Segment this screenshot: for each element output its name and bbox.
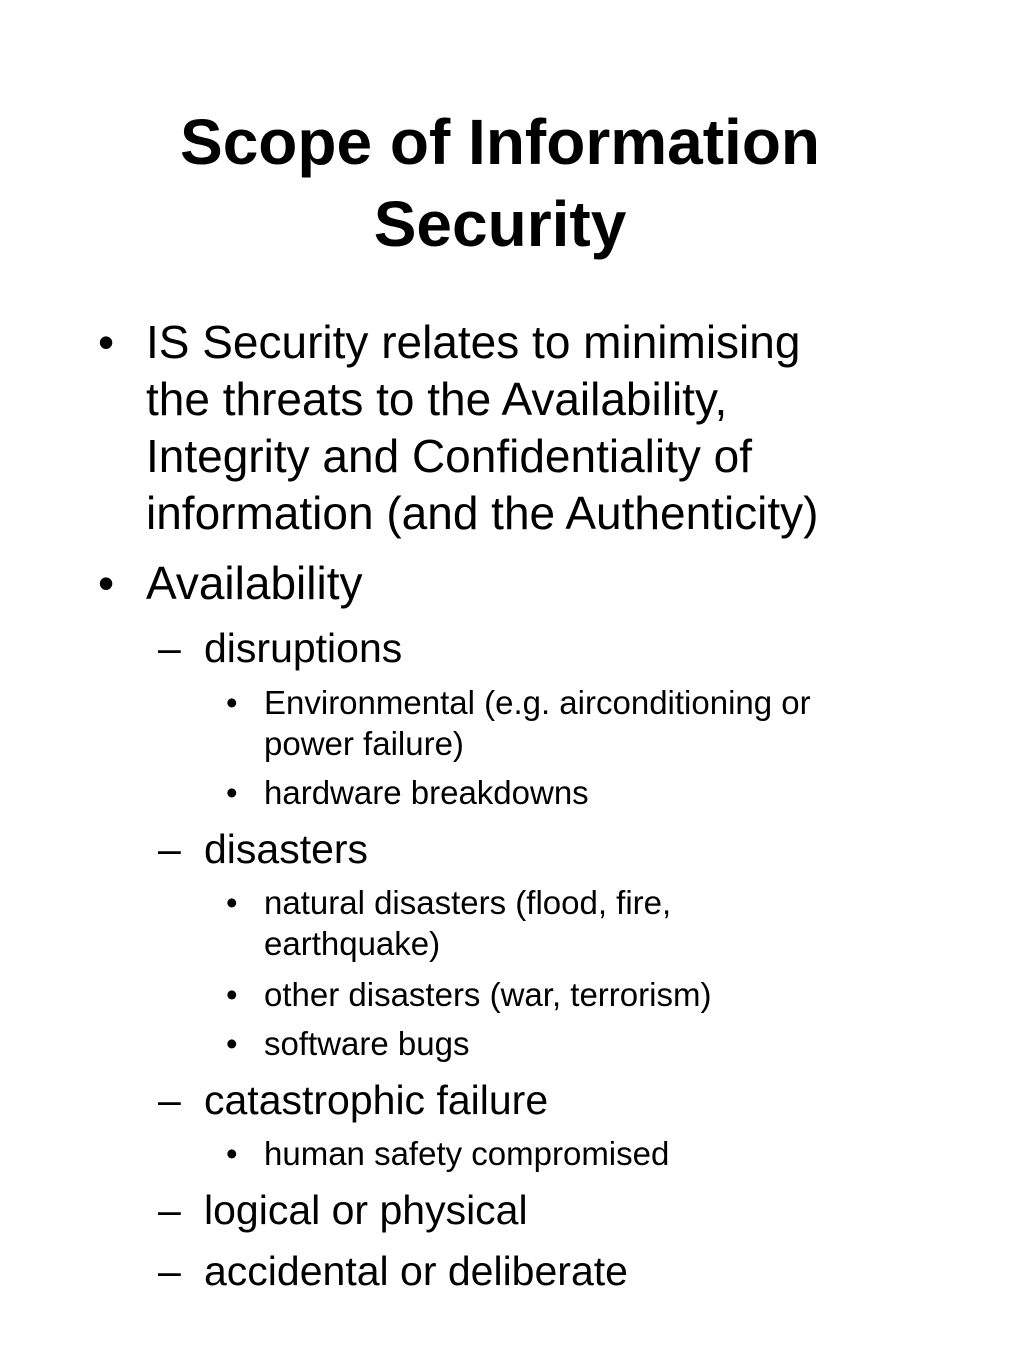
sub-sub-bullet-human-safety [226,1133,926,1174]
sub-sub-bullet-software-bugs [226,1023,926,1064]
dash-marker: – [158,826,181,872]
sub-bullet-catastrophic-failure-label: catastrophic failure [204,1077,549,1123]
sub-sub-bullet-other-disasters-label: other disasters (war, terrorism) [264,976,712,1013]
bullet-marker: • [226,1025,238,1062]
sub-bullet-catastrophic-failure [158,1076,758,1124]
bullet-availability-label: Availability [146,557,363,609]
sub-sub-bullet-software-bugs-label: software bugs [264,1025,470,1062]
sub-bullet-disasters [158,825,758,873]
sub-sub-bullet-hardware-label: hardware breakdowns [264,774,589,811]
dash-marker: – [158,625,181,671]
bullet-marker: • [98,557,115,609]
slide-title-line-2: Security [373,188,627,260]
sub-sub-bullet-natural-disasters-line-2: earthquake) [264,925,441,962]
bullet-marker: • [98,316,115,368]
sub-bullet-logical-or-physical [158,1186,758,1234]
sub-sub-bullet-environmental-line-1: Environmental (e.g. airconditioning or [264,684,811,721]
bullet-availability [98,555,698,612]
bullet-intro-line-1: IS Security relates to minimising [146,316,801,368]
bullet-intro-line-3: Integrity and Confidentiality of [146,430,753,482]
sub-bullet-disruptions-label: disruptions [204,625,403,671]
bullet-marker: • [226,684,238,721]
sub-sub-bullet-natural-disasters [226,882,926,964]
sub-sub-bullet-environmental [226,682,926,764]
sub-bullet-disruptions [158,624,758,672]
sub-bullet-accidental-or-deliberate-label: accidental or deliberate [204,1248,628,1294]
sub-sub-bullet-other-disasters [226,974,926,1015]
dash-marker: – [158,1077,181,1123]
sub-sub-bullet-natural-disasters-line-1: natural disasters (flood, fire, [264,884,672,921]
sub-bullet-logical-or-physical-label: logical or physical [204,1187,528,1233]
sub-bullet-disasters-label: disasters [204,826,369,872]
bullet-marker: • [226,1135,238,1172]
bullet-marker: • [226,774,238,811]
bullet-marker: • [226,976,238,1013]
sub-sub-bullet-environmental-line-2: power failure) [264,725,464,762]
dash-marker: – [158,1248,181,1294]
sub-bullet-accidental-or-deliberate [158,1247,758,1295]
bullet-intro-line-4: information (and the Authenticity) [146,487,819,539]
bullet-intro [98,314,938,542]
slide-title-line-1: Scope of Information [180,106,820,178]
sub-sub-bullet-hardware [226,772,926,813]
bullet-marker: • [226,884,238,921]
bullet-intro-line-2: the threats to the Availability, [146,373,728,425]
dash-marker: – [158,1187,181,1233]
sub-sub-bullet-human-safety-label: human safety compromised [264,1135,670,1172]
